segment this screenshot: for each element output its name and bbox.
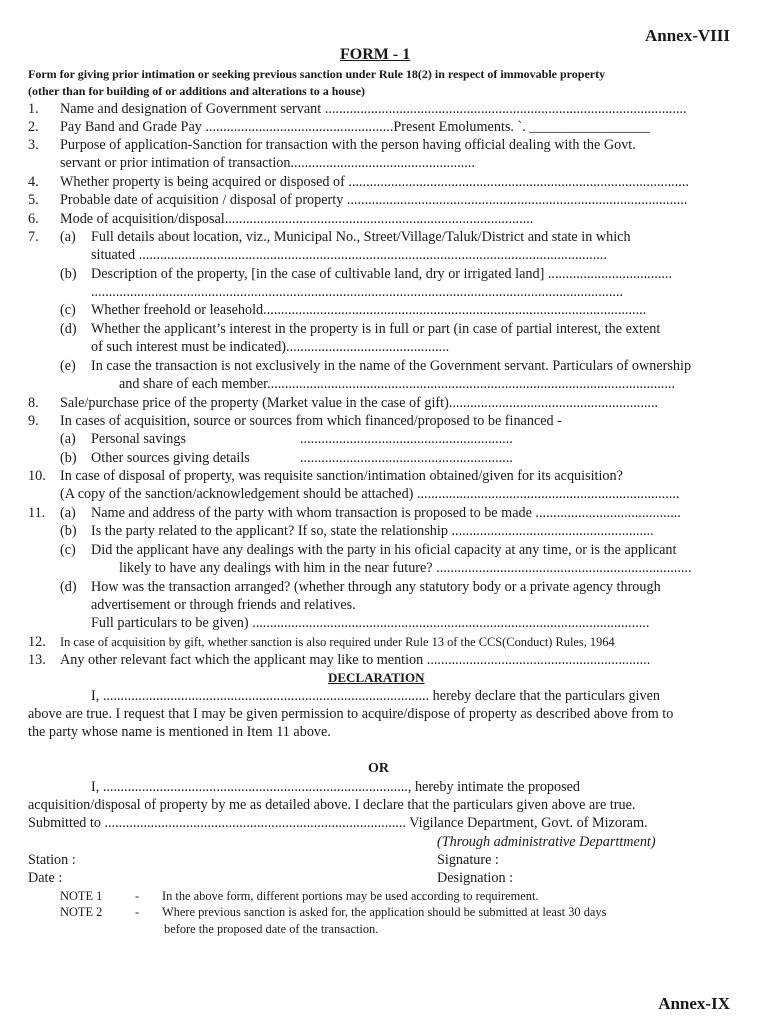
item-number: 11. — [28, 505, 46, 521]
note-2-text: Where previous sanction is asked for, the application should be submitted at least 30 days — [162, 905, 607, 919]
item-11b — [60, 523, 654, 540]
item-text: In case of acquisition by gift, whether sanction is also required under Rule 13 of the CCS(Conduct) Rules, 1964 — [60, 635, 615, 649]
item-text: In cases of acquisition, source or sources from which financed/proposed to be financed - — [60, 413, 562, 429]
item-text: Whether the applicant’s interest in the property is in full or part (in case of partial interest, the extent — [91, 321, 661, 337]
item-3 — [28, 137, 636, 154]
item-7e-continued: and share of each member................................................................................................................... — [119, 376, 675, 392]
note-2-dash: - — [135, 905, 140, 919]
item-7d-continued: of such interest must be indicated).............................................. — [91, 339, 450, 355]
sub-letter: (d) — [60, 579, 77, 595]
item-11d-continued-2: Full particulars to be given) ................................................................................................................ — [91, 615, 650, 631]
item-text: Personal savings — [91, 431, 186, 447]
item-text: Name and designation of Government servant ...................................................................................................... — [60, 101, 687, 117]
annex-label-bottom: Annex-IX — [658, 994, 730, 1013]
item-9a-dots: ............................................................ — [300, 431, 513, 447]
item-text: Any other relevant fact which the applicant may like to mention ............................................................... — [60, 652, 651, 668]
station-label: Station : — [28, 852, 76, 868]
item-8 — [28, 395, 658, 412]
item-number: 12. — [28, 634, 46, 650]
form-subtitle-1: Form for giving prior intimation or seeking previous sanction under Rule 18(2) in respect of immovable property — [28, 67, 606, 81]
item-text: Whether property is being acquired or disposed of ................................................................................................ — [60, 174, 689, 190]
item-text: Purpose of application-Sanction for transaction with the person having official dealing with the Govt. — [60, 137, 636, 153]
item-11a — [28, 505, 681, 522]
item-11c-continued: likely to have any dealings with him in the near future? ........................................................................ — [119, 560, 692, 576]
declaration-line-2: above are true. I request that I may be given permission to acquire/dispose of property as described above from to — [28, 706, 674, 722]
item-9b — [60, 450, 250, 467]
note-1-label: NOTE 1 — [60, 889, 103, 903]
item-10 — [28, 468, 623, 485]
sub-letter: (a) — [60, 229, 76, 245]
sub-letter: (b) — [60, 523, 77, 539]
sub-letter: (b) — [60, 266, 77, 282]
item-number: 8. — [28, 395, 39, 411]
item-number: 4. — [28, 174, 39, 190]
item-9a — [60, 431, 186, 448]
sub-letter: (b) — [60, 450, 77, 466]
note-2-continued: before the proposed date of the transaction. — [164, 922, 379, 936]
item-number: 10. — [28, 468, 46, 484]
declaration-line-3: the party whose name is mentioned in Item 11 above. — [28, 724, 331, 740]
item-text: In case the transaction is not exclusively in the name of the Government servant. Particulars of ownership — [91, 358, 692, 374]
item-10-continued: (A copy of the sanction/acknowledgement should be attached) .......................................................................... — [60, 486, 680, 502]
item-text: Name and address of the party with whom transaction is proposed to be made ......................................... — [91, 505, 681, 521]
item-7e — [60, 358, 691, 375]
designation-label: Designation : — [437, 870, 514, 886]
intimation-line-1: I, ......................................................................................, hereby intimate the proposed — [91, 779, 581, 795]
note-1-dash: - — [135, 889, 140, 903]
item-number: 2. — [28, 119, 39, 135]
item-number: 9. — [28, 413, 39, 429]
item-number: 1. — [28, 101, 39, 117]
or-separator: OR — [368, 761, 389, 776]
item-number: 6. — [28, 211, 39, 227]
item-9 — [28, 413, 562, 430]
note-2-label: NOTE 2 — [60, 905, 103, 919]
item-11d-continued: advertisement or through friends and relatives. — [91, 597, 356, 613]
item-text: Other sources giving details — [91, 450, 250, 466]
item-4 — [28, 174, 689, 191]
item-6 — [28, 211, 533, 228]
item-7a — [28, 229, 631, 246]
form-title: FORM - 1 — [340, 46, 411, 63]
sub-letter: (d) — [60, 321, 77, 337]
item-3-continued: servant or prior intimation of transaction.................................................... — [60, 155, 475, 171]
item-text: Is the party related to the applicant? If so, state the relationship ......................................................... — [91, 523, 654, 539]
item-number: 5. — [28, 192, 39, 208]
item-number: 13. — [28, 652, 46, 668]
item-7d — [60, 321, 660, 338]
through-department-note: (Through administrative Departtment) — [437, 834, 656, 850]
sub-letter: (c) — [60, 542, 76, 558]
item-text: Mode of acquisition/disposal....................................................................................... — [60, 211, 534, 227]
item-9b-dots: ............................................................ — [300, 450, 513, 466]
item-text: Probable date of acquisition / disposal of property ................................................................................................ — [60, 192, 688, 208]
item-1 — [28, 101, 687, 118]
item-12 — [28, 634, 615, 651]
item-text: Did the applicant have any dealings with the party in his oficial capacity at any time, or is the applicant — [91, 542, 677, 558]
item-7b-continued: ...................................................................................................................................................... — [91, 284, 624, 300]
item-13 — [28, 652, 650, 669]
intimation-line-2: acquisition/disposal of property by me as detailed above. I declare that the particulars given above are true. — [28, 797, 636, 813]
annex-label-top: Annex-VIII — [644, 26, 730, 45]
item-text: Whether freehold or leasehold............................................................................................................ — [91, 302, 647, 318]
item-text: Full details about location, viz., Municipal No., Street/Village/Taluk/District and state in which — [91, 229, 631, 245]
sub-letter: (a) — [60, 431, 76, 447]
item-7c — [60, 302, 646, 319]
item-text: In case of disposal of property, was requisite sanction/intimation obtained/given for its acquisition? — [60, 468, 623, 484]
item-7b — [60, 266, 672, 283]
sub-letter: (a) — [60, 505, 76, 521]
item-7a-continued: situated .................................................................................................................................... — [91, 247, 607, 263]
sub-letter: (c) — [60, 302, 76, 318]
item-text: Pay Band and Grade Pay .....................................................Present Emoluments. `. _________________ — [60, 119, 650, 135]
declaration-heading: DECLARATION — [328, 670, 425, 685]
form-subtitle-2: (other than for building of or additions and alterations to a house) — [28, 84, 366, 98]
item-text: Sale/purchase price of the property (Market value in the case of gift)........................................................... — [60, 395, 659, 411]
item-text: Description of the property, [in the case of cultivable land, dry or irrigated land] ................................... — [91, 266, 673, 282]
date-label: Date : — [28, 870, 63, 886]
submitted-to-line: Submitted to ..................................................................................... Vigilance Department, Govt. of Mizoram. — [28, 815, 648, 831]
note-1-text: In the above form, different portions may be used according to requirement. — [162, 889, 539, 903]
item-2 — [28, 119, 650, 136]
declaration-line-1: I, ............................................................................................ hereby declare that the particulars given — [91, 688, 660, 704]
item-11d — [60, 579, 661, 596]
sub-letter: (e) — [60, 358, 76, 374]
item-text: How was the transaction arranged? (whether through any statutory body or a private agency through — [91, 579, 661, 595]
item-5 — [28, 192, 687, 209]
signature-label: Signature : — [437, 852, 499, 868]
item-11c — [60, 542, 676, 559]
item-number: 7. — [28, 229, 39, 245]
item-number: 3. — [28, 137, 39, 153]
